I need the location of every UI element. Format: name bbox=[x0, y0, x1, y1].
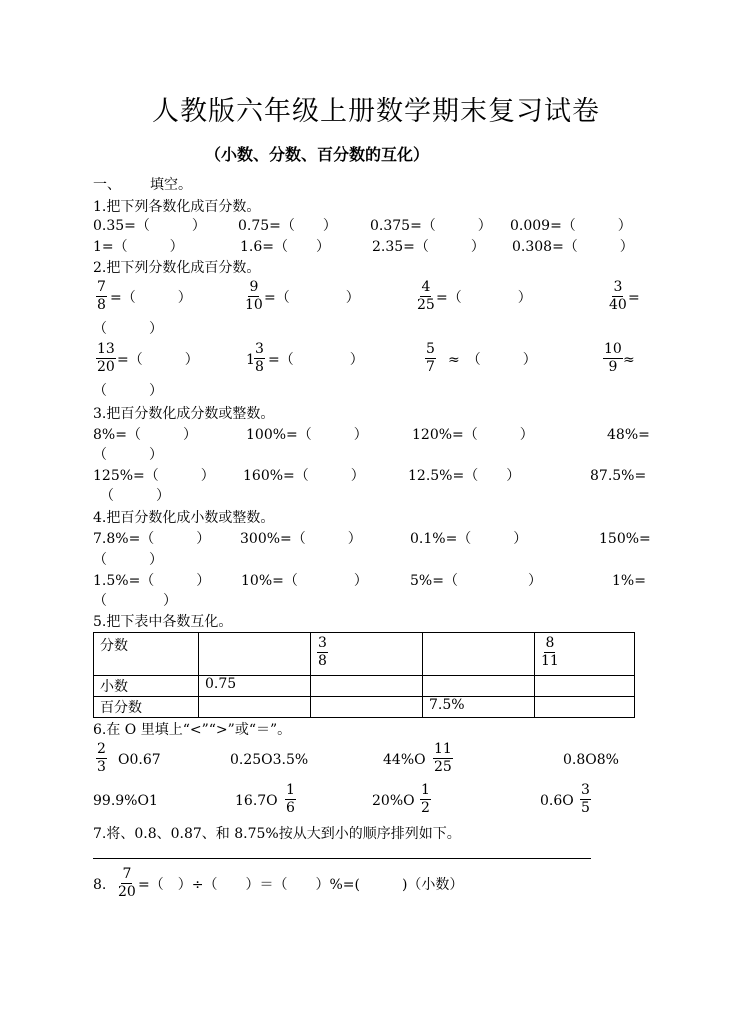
fraction bbox=[244, 279, 264, 314]
table-cell[interactable] bbox=[423, 675, 535, 696]
q2-heading: 2.把下列分数化成百分数。 bbox=[93, 260, 261, 276]
q5-heading: 5.把下表中各数互化。 bbox=[93, 614, 233, 630]
q1-heading: 1.把下列各数化成百分数。 bbox=[93, 199, 261, 215]
answer-blank[interactable]: （ ） bbox=[93, 552, 163, 568]
fraction-numerator: 1 bbox=[421, 782, 430, 798]
fraction-denominator: 2 bbox=[421, 800, 430, 816]
table-cell[interactable] bbox=[199, 696, 311, 717]
fraction-denominator: 5 bbox=[581, 800, 590, 816]
fraction bbox=[96, 279, 107, 314]
q1-item[interactable]: 0.75=（ ） bbox=[238, 218, 337, 234]
percent-value-cell: 7.5% bbox=[423, 696, 535, 717]
fraction bbox=[117, 866, 137, 901]
compare-item[interactable]: 20%O bbox=[372, 793, 415, 809]
compare-item[interactable]: 0.8O8% bbox=[563, 752, 619, 768]
q4-heading: 4.把百分数化成小数或整数。 bbox=[93, 510, 275, 526]
q1-item[interactable]: 0.009=（ ） bbox=[510, 218, 632, 234]
table-cell[interactable] bbox=[423, 633, 535, 676]
fraction-denominator: 10 bbox=[245, 297, 263, 313]
q1-item[interactable]: 0.308=（ ） bbox=[512, 239, 634, 255]
fraction bbox=[420, 782, 431, 817]
q1-item[interactable]: 0.375=（ ） bbox=[370, 218, 492, 234]
answer-blank[interactable]: =（ ） bbox=[436, 290, 532, 306]
fraction-denominator: 8 bbox=[318, 653, 327, 669]
compare-item[interactable]: 16.7O bbox=[235, 793, 278, 809]
fraction bbox=[603, 341, 623, 376]
q4-item[interactable]: 150%= bbox=[599, 531, 651, 547]
page-title: 人教版六年级上册数学期末复习试卷 bbox=[152, 96, 600, 127]
page-subtitle: （小数、分数、百分数的互化） bbox=[205, 145, 430, 164]
fraction bbox=[96, 741, 107, 776]
fraction-numerator: 7 bbox=[122, 866, 132, 882]
row-label-fraction: 分数 bbox=[94, 633, 199, 676]
q3-item[interactable]: 8%=（ ） bbox=[93, 427, 197, 443]
answer-blank[interactable]: ≈ （ ） bbox=[448, 352, 537, 368]
compare-item[interactable]: 99.9%O1 bbox=[93, 793, 158, 809]
q1-item[interactable]: 1.6=（ ） bbox=[240, 239, 330, 255]
row-label-decimal: 小数 bbox=[94, 675, 199, 696]
fraction-denominator: 25 bbox=[417, 297, 435, 313]
compare-item[interactable]: 0.6O bbox=[540, 793, 574, 809]
fraction-denominator: 9 bbox=[608, 359, 618, 375]
fraction-numerator: 13 bbox=[97, 341, 115, 357]
fraction bbox=[96, 341, 116, 376]
q3-item[interactable]: 87.5%= bbox=[590, 468, 647, 484]
q7-heading: 7.将、0.8、0.87、和 8.75%按从大到小的顺序排列如下。 bbox=[93, 826, 461, 842]
fraction-denominator: 20 bbox=[97, 359, 115, 375]
fraction-numerator: 3 bbox=[581, 782, 590, 798]
answer-blank[interactable]: =（ ） bbox=[268, 352, 364, 368]
equals-sign: = bbox=[628, 290, 640, 306]
fraction bbox=[433, 741, 453, 776]
q3-item[interactable]: 120%=（ ） bbox=[412, 427, 534, 443]
compare-item[interactable]: 44%O bbox=[383, 752, 426, 768]
mixed-number-whole: 1 bbox=[246, 352, 255, 368]
answer-blank[interactable]: （ ） bbox=[93, 383, 163, 399]
fraction-denominator: 8 bbox=[255, 359, 264, 375]
fraction bbox=[285, 782, 296, 817]
fraction-numerator: 9 bbox=[249, 279, 259, 295]
q3-item[interactable]: 48%= bbox=[607, 427, 650, 443]
q6-heading: 6.在 O 里填上“<”“>”或“＝”。 bbox=[93, 722, 292, 738]
fraction-numerator: 10 bbox=[604, 341, 622, 357]
fraction-numerator: 1 bbox=[286, 782, 295, 798]
answer-blank[interactable]: （ ） bbox=[93, 321, 163, 337]
q4-item[interactable]: 300%=（ ） bbox=[240, 531, 362, 547]
q3-item[interactable]: 160%=（ ） bbox=[243, 468, 365, 484]
fraction-denominator: 3 bbox=[97, 759, 106, 775]
q3-item[interactable]: 100%=（ ） bbox=[246, 427, 368, 443]
answer-line[interactable] bbox=[93, 858, 591, 859]
q4-item[interactable]: 0.1%=（ ） bbox=[410, 531, 528, 547]
table-cell[interactable] bbox=[199, 633, 311, 676]
decimal-value-cell: 0.75 bbox=[199, 675, 311, 696]
q3-item[interactable]: 125%=（ ） bbox=[93, 468, 215, 484]
q4-item[interactable]: 5%=（ ） bbox=[410, 573, 542, 589]
answer-blank[interactable]: =（ ） bbox=[110, 290, 192, 306]
fraction-denominator: 25 bbox=[434, 759, 452, 775]
q8-expression[interactable]: =（ ）÷（ ）＝（ ）%=( )（小数） bbox=[138, 877, 464, 893]
answer-blank[interactable]: （ ） bbox=[93, 447, 163, 463]
q3-heading: 3.把百分数化成分数或整数。 bbox=[93, 406, 275, 422]
q4-item[interactable]: 1.5%=（ ） bbox=[93, 573, 211, 589]
fraction-numerator: 7 bbox=[97, 279, 106, 295]
q1-item[interactable]: 1=（ ） bbox=[93, 239, 184, 255]
table-row bbox=[94, 633, 635, 676]
fraction bbox=[580, 782, 591, 817]
fraction-numerator: 5 bbox=[426, 341, 435, 357]
fraction-denominator: 11 bbox=[541, 653, 559, 669]
q4-item[interactable]: 10%=（ ） bbox=[241, 573, 368, 589]
fraction-denominator: 7 bbox=[426, 359, 435, 375]
row-label-percent: 百分数 bbox=[94, 696, 199, 717]
q1-item[interactable]: 0.35=（ ） bbox=[93, 218, 206, 234]
fraction bbox=[416, 279, 436, 314]
table-cell[interactable] bbox=[535, 696, 635, 717]
q1-item[interactable]: 2.35=（ ） bbox=[372, 239, 485, 255]
table-cell[interactable] bbox=[311, 633, 423, 676]
compare-item[interactable]: O0.67 bbox=[118, 752, 161, 768]
answer-blank[interactable]: （ ） bbox=[93, 593, 177, 609]
fraction-numerator: 3 bbox=[255, 341, 264, 357]
table-cell[interactable] bbox=[535, 633, 635, 676]
fraction-numerator: 11 bbox=[434, 741, 452, 757]
q8-label: 8. bbox=[93, 877, 107, 893]
fraction-numerator: 3 bbox=[318, 635, 327, 651]
fraction-denominator: 20 bbox=[118, 884, 136, 900]
table-cell[interactable] bbox=[535, 675, 635, 696]
answer-blank[interactable]: =（ ） bbox=[117, 352, 199, 368]
fraction bbox=[608, 279, 628, 314]
approx-sign: ≈ bbox=[623, 352, 635, 368]
fraction bbox=[425, 341, 436, 376]
conversion-table bbox=[93, 632, 635, 718]
fraction-denominator: 40 bbox=[609, 297, 627, 313]
table-cell[interactable] bbox=[311, 696, 423, 717]
fraction-denominator: 6 bbox=[286, 800, 295, 816]
q4-item[interactable]: 1%= bbox=[612, 573, 646, 589]
q3-item[interactable]: 12.5%=（ ） bbox=[408, 468, 521, 484]
answer-blank[interactable]: =（ ） bbox=[264, 290, 360, 306]
table-row bbox=[94, 675, 635, 696]
fraction-numerator: 4 bbox=[421, 279, 431, 295]
section-label: 一、 bbox=[93, 177, 121, 193]
fraction-numerator: 8 bbox=[545, 635, 555, 651]
answer-blank[interactable]: （ ） bbox=[100, 488, 170, 504]
q4-item[interactable]: 7.8%=（ ） bbox=[93, 531, 211, 547]
section-title: 填空。 bbox=[150, 177, 192, 193]
fraction-numerator: 2 bbox=[97, 741, 106, 757]
fraction bbox=[254, 341, 265, 376]
table-cell[interactable] bbox=[311, 675, 423, 696]
fraction-denominator: 8 bbox=[97, 297, 106, 313]
fraction-numerator: 3 bbox=[613, 279, 623, 295]
table-row bbox=[94, 696, 635, 717]
compare-item[interactable]: 0.25O3.5% bbox=[230, 752, 309, 768]
